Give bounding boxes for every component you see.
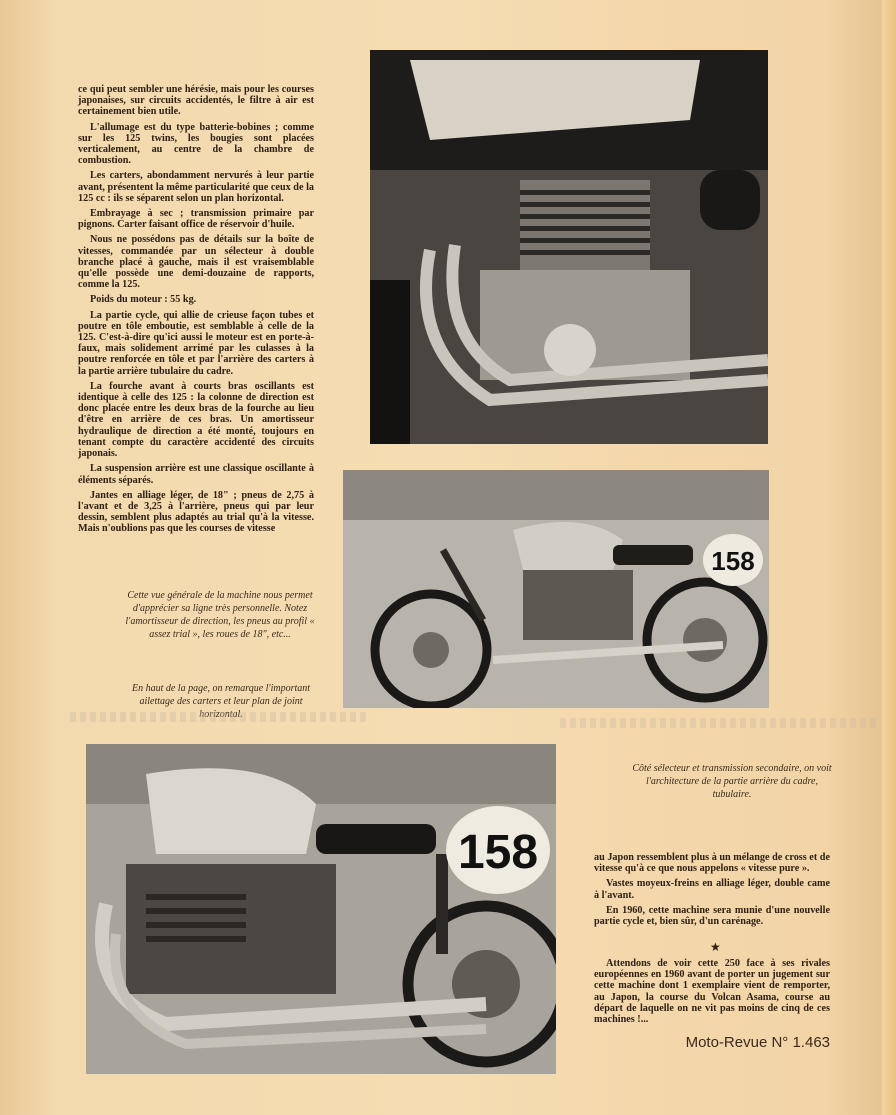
paragraph: En 1960, cette machine sera munie d'une nouvelle partie cycle et, bien sûr, d'un carénage. [594, 904, 830, 928]
paragraph: Attendons de voir cette 250 face à ses rivales européennes en 1960 avant de porter un jugement sur cette machine dont 1 exemplaire vient de remporter, au Japon, la course du Volcan Asama, course au départ de laquelle on ne vit pas moins de cinq de ces machines !... [594, 958, 830, 1026]
engine-closeup-photo [370, 50, 768, 444]
paragraph: La suspension arrière est une classique oscillante à éléments séparés. [78, 463, 314, 486]
motorcycle-side-view-photo [343, 470, 769, 708]
section-star-divider: ★ [710, 940, 721, 954]
print-scuff [70, 712, 370, 722]
issue-footer: Moto-Revue N° 1.463 [685, 1034, 830, 1051]
caption-general-view: Cette vue générale de la machine nous permet d'apprécier sa ligne très personnelle. Notez l'amortisseur de direction, les pneus au profil « assez trial », les roues de 18", etc... [125, 590, 315, 640]
paragraph: La fourche avant à courts bras oscillants est identique à celle des 125 : la colonne de direction est donc placée entre les deux bras de la fourche au lieu d'être en arrière de ces bras. Un amortisseur hydraulique de direction a été monté, toujours en tenant compte du caractère accidenté des circuits japonais. [78, 380, 314, 460]
paragraph: L'allumage est du type batterie-bobines ; comme sur les 125 twins, les bougies sont placées verticalement, au centre de la chambre de combustion. [78, 121, 314, 167]
right-text-column [594, 852, 830, 931]
paragraph: La partie cycle, qui allie de crieuse façon tubes et poutre en tôle emboutie, est semblable à celle de la 125. C'est-à-dire qu'ici aussi le moteur est en porte-à-faux, mais solidement arrimé par les culasses à la poutre renforcée en tôle et par l'arrière des carters à la partie arrière tubulaire du cadre. [78, 309, 314, 377]
paragraph: au Japon ressemblent plus à un mélange de cross et de vitesse qu'à ce que nous appelons « vitesse pure ». [594, 852, 830, 875]
caption-selector-side: Côté sélecteur et transmission secondaire, on voit l'architecture de la partie arrière du cadre, tubulaire. [632, 763, 832, 800]
page-edge [882, 0, 896, 1115]
paragraph: Embrayage à sec ; transmission primaire par pignons. Carter faisant office de réservoir d'huile. [78, 208, 314, 231]
selector-side-photo [86, 744, 556, 1074]
paragraph: Les carters, abondamment nervurés à leur partie avant, présentent la même particularité que ceux de la 125 cc : ils se séparent selon un plan horizontal. [78, 170, 314, 204]
print-scuff [560, 718, 880, 728]
paragraph: Jantes en alliage léger, de 18" ; pneus de 2,75 à l'avant et de 3,25 à l'arrière, pneus qui par leur dessin, semblent plus adaptés au trial qu'à la vitesse. Mais n'oublions pas que les courses de vitesse [78, 489, 314, 535]
left-text-column [78, 84, 314, 539]
paragraph: ce qui peut sembler une hérésie, mais pour les courses japonaises, sur circuits accidentés, le filtre à air est certainement bien utile. [78, 84, 314, 118]
closing-paragraph [594, 958, 830, 1029]
caption-top-of-page: En haut de la page, on remarque l'important ailettage des carters et leur plan de joint horizontal. [131, 683, 311, 720]
paragraph: Nous ne possédons pas de détails sur la boîte de vitesses, commandée par un sélecteur à double branche placé à gauche, mais il est vraisemblable qu'elle possède une demi-douzaine de rapports, comme la 125. [78, 234, 314, 291]
race-number-plate: 158 [711, 546, 755, 576]
paragraph: Vastes moyeux-freins en alliage léger, double came à l'avant. [594, 878, 830, 901]
race-number-plate: 158 [457, 826, 539, 879]
paragraph: Poids du moteur : 55 kg. [90, 294, 197, 306]
